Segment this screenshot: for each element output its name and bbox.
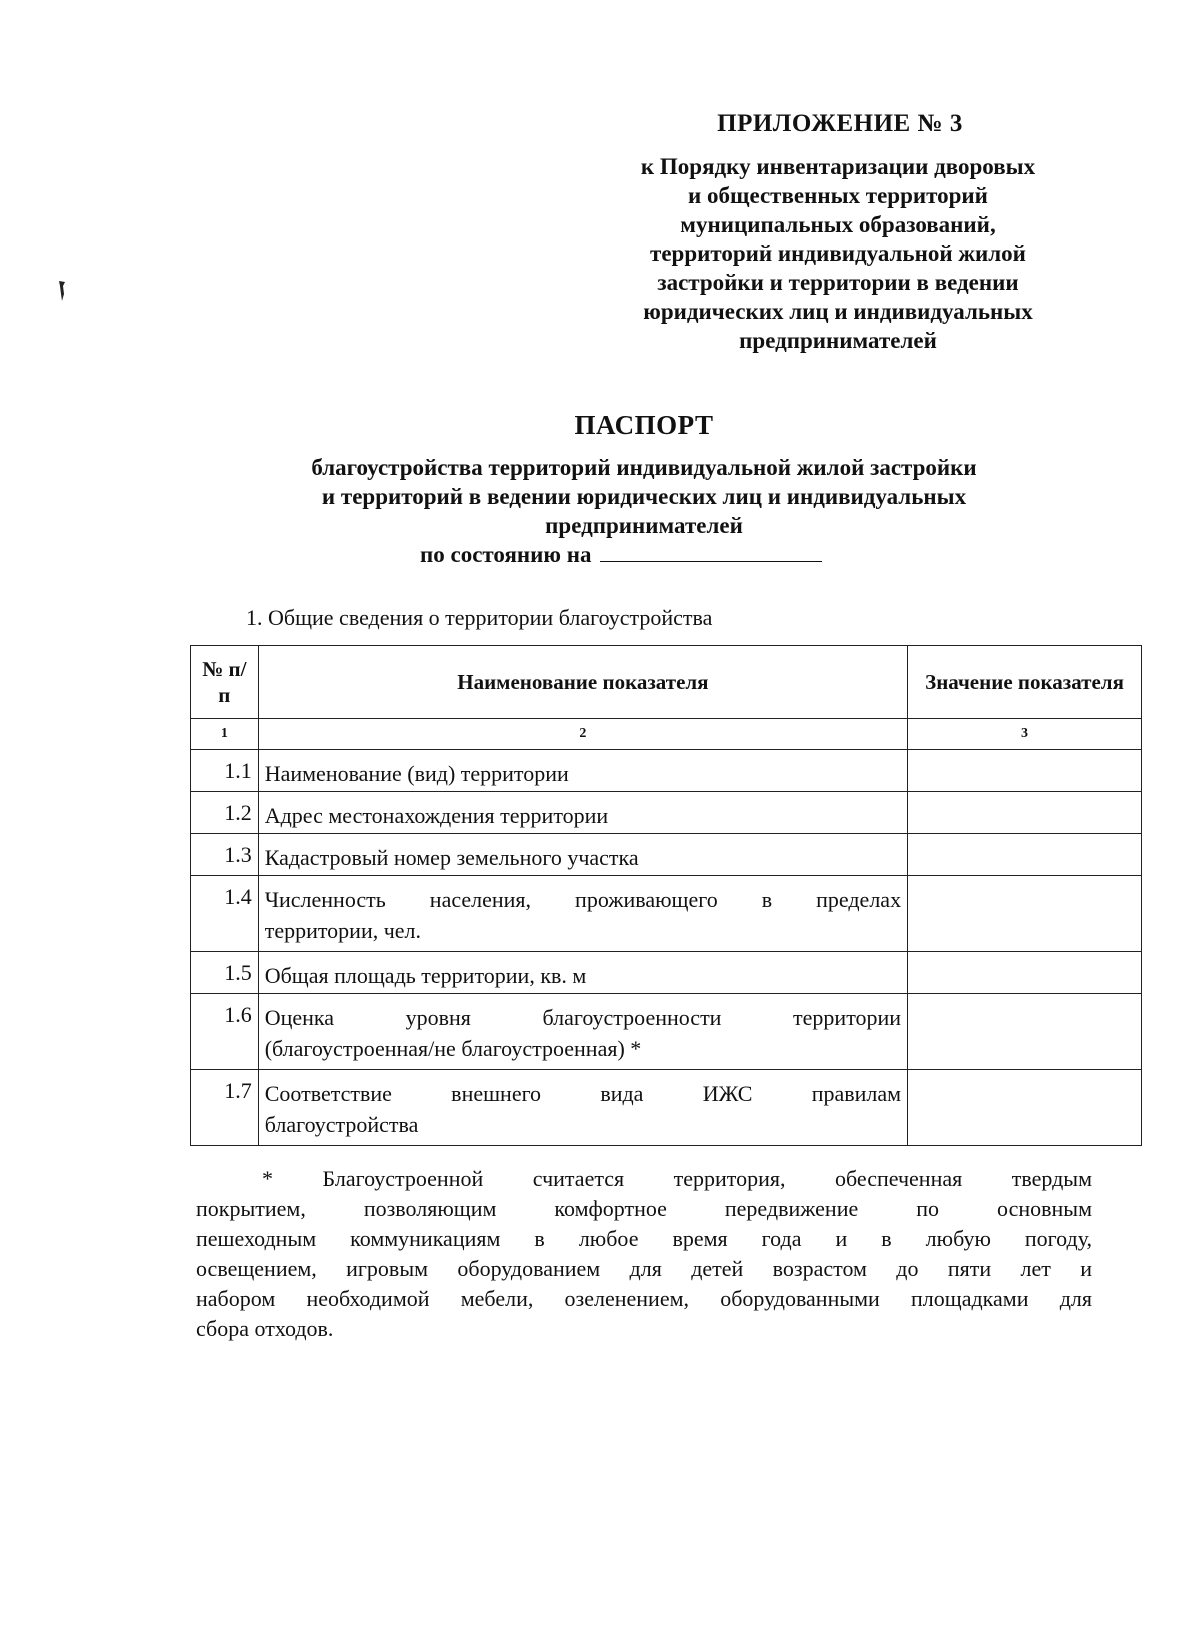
- appendix-line: и общественных территорий: [688, 183, 988, 208]
- row-number: 1.5: [191, 952, 259, 994]
- table-row: [191, 952, 1142, 994]
- column-index: 2: [258, 719, 907, 750]
- row-number: 1.1: [191, 750, 259, 792]
- row-indicator-name: Наименование (вид) территории: [258, 750, 907, 792]
- appendix-line: юридических лиц и индивидуальных: [643, 299, 1033, 324]
- row-value-cell: [908, 994, 1142, 1070]
- table-row: [191, 1070, 1142, 1146]
- row-value-cell: [908, 1070, 1142, 1146]
- passport-subtitle: [200, 453, 1088, 540]
- footnote-line: набором необходимой мебели, озеленением, оборудованными площадками для: [196, 1286, 1092, 1311]
- column-index: 3: [908, 719, 1142, 750]
- as-of-date: [420, 542, 822, 568]
- appendix-reference: [588, 152, 1088, 355]
- header-name: Наименование показателя: [258, 646, 907, 719]
- appendix-line: территорий индивидуальной жилой: [650, 241, 1026, 266]
- row-indicator-name: Кадастровый номер земельного участка: [258, 834, 907, 876]
- row-indicator-name: [258, 1070, 907, 1146]
- header-value: Значение показателя: [908, 646, 1142, 719]
- table-index-row: [191, 719, 1142, 750]
- passport-subtitle-line: благоустройства территорий индивидуальной жилой застройки: [311, 455, 977, 480]
- appendix-line: застройки и территории в ведении: [657, 270, 1019, 295]
- row-value-cell: [908, 834, 1142, 876]
- table-header-row: [191, 646, 1142, 719]
- table-row: [191, 876, 1142, 952]
- as-of-date-blank: [600, 543, 822, 562]
- row-number: 1.6: [191, 994, 259, 1070]
- appendix-line: к Порядку инвентаризации дворовых: [640, 154, 1036, 179]
- row-indicator-name: Общая площадь территории, кв. м: [258, 952, 907, 994]
- header-num: № п/п: [191, 646, 259, 719]
- row-indicator-line: Численность населения, проживающего в пределах: [264, 887, 902, 912]
- row-indicator-line: Соответствие внешнего вида ИЖС правилам: [264, 1081, 902, 1106]
- row-indicator-line: Оценка уровня благоустроенности территории: [264, 1005, 902, 1030]
- footnote-line: покрытием, позволяющим комфортное передвижение по основным: [196, 1196, 1092, 1221]
- passport-subtitle-line: предпринимателей: [545, 513, 743, 538]
- passport-title: ПАСПОРТ: [574, 410, 714, 440]
- row-indicator-name: [258, 876, 907, 952]
- general-info-table: [190, 645, 1142, 1146]
- row-number: 1.3: [191, 834, 259, 876]
- row-value-cell: [908, 876, 1142, 952]
- as-of-label: по состоянию на: [420, 542, 592, 567]
- column-index: 1: [191, 719, 259, 750]
- row-value-cell: [908, 750, 1142, 792]
- row-indicator-name: [258, 994, 907, 1070]
- appendix-line: предпринимателей: [739, 328, 937, 353]
- row-indicator-line: территории, чел.: [264, 918, 422, 943]
- row-number: 1.7: [191, 1070, 259, 1146]
- table-row: [191, 994, 1142, 1070]
- footnote: [196, 1164, 1092, 1344]
- table-row: [191, 834, 1142, 876]
- row-value-cell: [908, 952, 1142, 994]
- row-indicator-line: благоустройства: [264, 1112, 419, 1137]
- scan-speck-mark: [58, 280, 66, 302]
- row-indicator-name: Адрес местонахождения территории: [258, 792, 907, 834]
- table-row: [191, 792, 1142, 834]
- row-number: 1.2: [191, 792, 259, 834]
- appendix-title: ПРИЛОЖЕНИЕ № 3: [717, 110, 963, 137]
- footnote-line: * Благоустроенной считается территория, обеспеченная твердым: [262, 1166, 1092, 1191]
- footnote-line: пешеходным коммуникациям в любое время года и в любую погоду,: [196, 1226, 1092, 1251]
- row-number: 1.4: [191, 876, 259, 952]
- footnote-line: сбора отходов.: [196, 1316, 334, 1341]
- row-indicator-line: (благоустроенная/не благоустроенная) *: [264, 1036, 642, 1061]
- table-row: [191, 750, 1142, 792]
- row-value-cell: [908, 792, 1142, 834]
- appendix-line: муниципальных образований,: [680, 212, 996, 237]
- footnote-line: освещением, игровым оборудованием для детей возрастом до пяти лет и: [196, 1256, 1092, 1281]
- section-title: 1. Общие сведения о территории благоустройства: [246, 605, 713, 630]
- passport-subtitle-line: и территорий в ведении юридических лиц и индивидуальных: [321, 484, 967, 509]
